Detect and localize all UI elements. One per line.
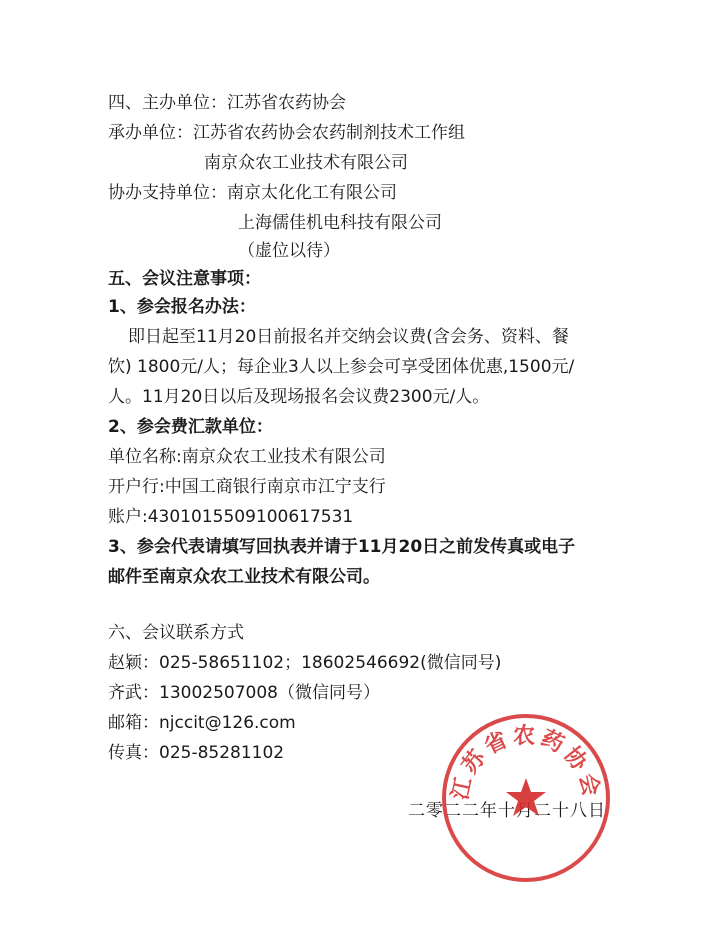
document-date: 二零二二年十月二十八日: [408, 801, 606, 821]
contact-zhao: 赵颖：025-58651102；18602546692(微信同号): [108, 653, 502, 673]
signup-title: 1、参会报名办法：: [108, 297, 256, 317]
support-value-1: 南京太化化工有限公司: [227, 183, 397, 203]
account-name: 单位名称:南京众农工业技术有限公司: [108, 447, 386, 467]
signup-text-line-3: 人。11月20日以后及现场报名会议费2300元/人。: [108, 387, 490, 407]
undertaker-label: 承办单位：: [108, 123, 193, 143]
receipt-note-line-2: 邮件至南京众农工业技术有限公司。: [108, 567, 380, 587]
seal-star-icon: [506, 778, 546, 816]
remit-title: 2、参会费汇款单位：: [108, 417, 273, 437]
signup-text-line-2: 饮) 1800元/人；每企业3人以上参会可享受团体优惠,1500元/: [108, 357, 575, 377]
signup-text-line-1: 即日起至11月20日前报名并交纳会议费(含会务、资料、餐: [128, 327, 569, 347]
receipt-note-line-1: 3、参会代表请填写回执表并请于11月20日之前发传真或电子: [108, 537, 576, 557]
contact-email: 邮箱：njccit@126.com: [108, 713, 296, 733]
undertaker-value-1: 江苏省农药协会农药制剂技术工作组: [193, 123, 465, 143]
seal-text: 江苏省农药协会: [448, 723, 604, 803]
support-value-3: （虚位以待）: [238, 241, 340, 261]
contact-heading: 六、会议联系方式: [108, 623, 244, 643]
support-value-2: 上海儒佳机电科技有限公司: [238, 213, 442, 233]
bank-name: 开户行:中国工商银行南京市江宁支行: [108, 477, 386, 497]
account-number: 账户:4301015509100617531: [108, 507, 354, 527]
contact-fax: 传真：025-85281102: [108, 743, 285, 763]
official-seal: [440, 712, 612, 884]
support-label: 协办支持单位：: [108, 183, 227, 203]
undertaker-value-2: 南京众农工业技术有限公司: [204, 153, 408, 173]
host-label: 四、主办单位：: [108, 93, 227, 113]
host-value: 江苏省农药协会: [227, 93, 346, 113]
notes-heading: 五、会议注意事项：: [108, 269, 261, 289]
contact-qi: 齐武：13002507008（微信同号）: [108, 683, 380, 703]
